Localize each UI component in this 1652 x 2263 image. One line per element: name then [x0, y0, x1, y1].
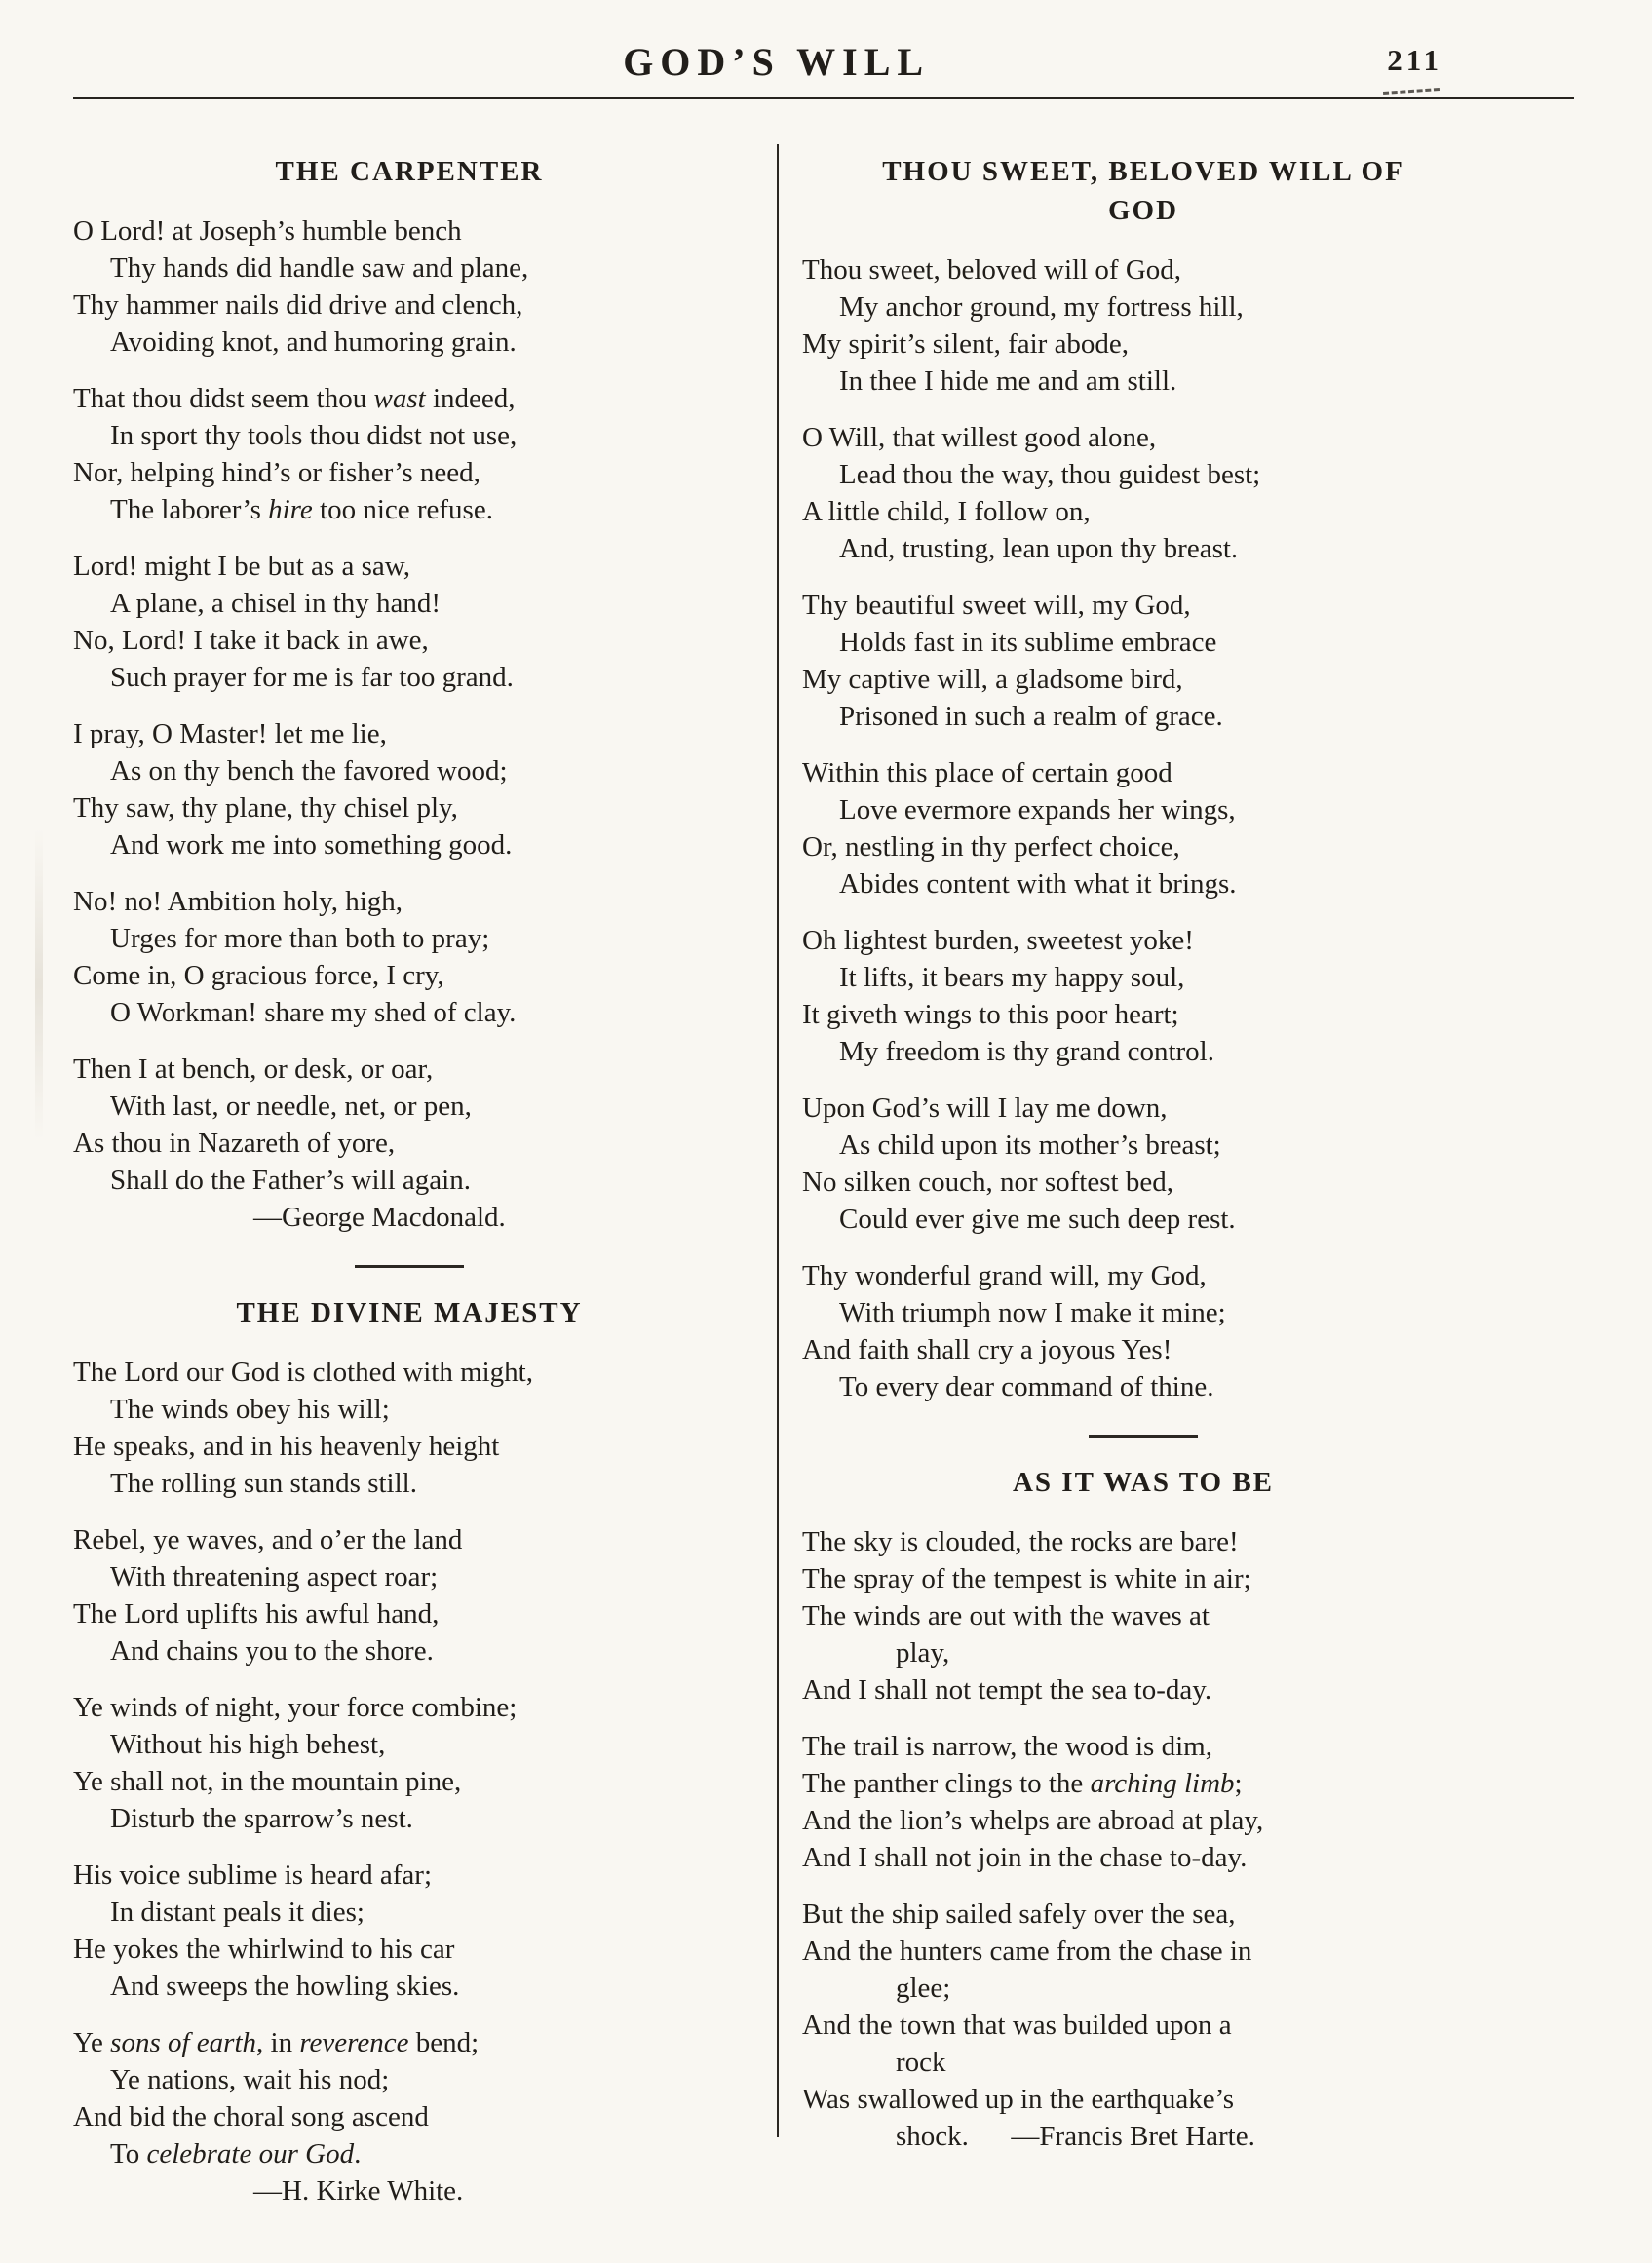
poem-line: The laborer’s hire too nice refuse.	[110, 494, 493, 525]
poem-line: Prisoned in such a realm of grace.	[839, 701, 1223, 732]
poem-title: THOU SWEET, BELOVED WILL OF GOD	[882, 156, 1404, 226]
poem-line: No, Lord! I take it back in awe,	[73, 625, 429, 656]
stanza	[73, 883, 746, 1031]
poem-line: Urges for more than both to pray;	[110, 923, 490, 954]
poem-line: I pray, O Master! let me lie,	[73, 718, 387, 749]
stanza	[73, 2024, 746, 2209]
stanza	[73, 212, 746, 361]
poem-line: Ye shall not, in the mountain pine,	[73, 1766, 462, 1797]
poem-line: That thou didst seem thou wast indeed,	[73, 383, 516, 414]
poem-line: In thee I hide me and am still.	[839, 365, 1177, 397]
stanza	[802, 1896, 1484, 2155]
poem-line: A plane, a chisel in thy hand!	[110, 588, 442, 619]
poem-attribution: —George Macdonald.	[253, 1202, 506, 1233]
poem-line: Holds fast in its sublime embrace	[839, 627, 1217, 658]
poem-line: O Will, that willest good alone,	[802, 422, 1157, 453]
poem-line: Without his high behest,	[110, 1729, 386, 1760]
poem-line: My spirit’s silent, fair abode,	[802, 328, 1130, 360]
stanza	[73, 1857, 746, 2005]
poem-title: AS IT WAS TO BE	[1012, 1467, 1275, 1498]
poem-line: The Lord our God is clothed with might,	[73, 1357, 533, 1388]
poem-line: Such prayer for me is far too grand.	[110, 662, 514, 693]
stanza	[802, 419, 1484, 567]
poem-line: And, trusting, lean upon thy breast.	[839, 533, 1239, 564]
poem-line: And faith shall cry a joyous Yes!	[802, 1334, 1172, 1365]
poem-line: As child upon its mother’s breast;	[839, 1130, 1221, 1161]
poem-line: Shall do the Father’s will again.	[110, 1165, 471, 1196]
poem-line: Ye winds of night, your force combine;	[73, 1692, 518, 1723]
poem-line: O Lord! at Joseph’s humble bench	[73, 215, 462, 247]
poem-title: THE DIVINE MAJESTY	[236, 1297, 583, 1328]
scan-artifact	[35, 828, 43, 1140]
poem-line: The winds are out with the waves at	[802, 1600, 1210, 1631]
poem-line: A little child, I follow on,	[802, 496, 1091, 527]
poem-line: Nor, helping hind’s or fisher’s need,	[73, 457, 480, 488]
poem-line: He speaks, and in his heavenly height	[73, 1431, 500, 1462]
poem-line: Come in, O gracious force, I cry,	[73, 960, 444, 991]
poem-line: Lead thou the way, thou guidest best;	[839, 459, 1261, 490]
poem-line: Ye nations, wait his nod;	[110, 2064, 390, 2095]
stanza	[802, 587, 1484, 735]
section-divider-rule	[355, 1265, 464, 1268]
poem-line: In distant peals it dies;	[110, 1897, 365, 1928]
poem-line: And the hunters came from the chase in	[802, 1936, 1252, 1967]
page-number: 211	[1387, 43, 1442, 77]
poem	[802, 1463, 1484, 2155]
poem-line: The spray of the tempest is white in air;	[802, 1563, 1251, 1594]
poem-line: The panther clings to the arching limb;	[802, 1768, 1243, 1799]
poem-line: Thy hammer nails did drive and clench,	[73, 289, 523, 321]
poem-line: Lord! might I be but as a saw,	[73, 551, 411, 582]
poem-line: Thy beautiful sweet will, my God,	[802, 590, 1191, 621]
poem-line: With last, or needle, net, or pen,	[110, 1091, 472, 1122]
poem-line: Thou sweet, beloved will of God,	[802, 254, 1182, 286]
stanza	[802, 922, 1484, 1070]
poem	[73, 1293, 746, 2209]
poem-line: My captive will, a gladsome bird,	[802, 664, 1183, 695]
poem-line: shock. —Francis Bret Harte.	[896, 2121, 1255, 2152]
stanza	[802, 754, 1484, 902]
poem-line: Upon God’s will I lay me down,	[802, 1093, 1168, 1124]
stanza	[802, 1728, 1484, 1876]
stanza	[73, 1051, 746, 1236]
header-rule	[73, 97, 1574, 99]
poem-line: To every dear command of thine.	[839, 1371, 1214, 1402]
poem-line: play,	[896, 1637, 950, 1668]
stanza	[73, 715, 746, 863]
left-column	[73, 136, 746, 2229]
poem-line: Disturb the sparrow’s nest.	[110, 1803, 413, 1834]
stanza	[802, 1090, 1484, 1238]
stanza	[73, 1354, 746, 1502]
poem-line: rock	[896, 2047, 946, 2078]
poem-line: And sweeps the howling skies.	[110, 1971, 460, 2002]
poem	[73, 152, 746, 1236]
poem-line: It lifts, it bears my happy soul,	[839, 962, 1185, 993]
poem-line: Or, nestling in thy perfect choice,	[802, 831, 1180, 863]
poem-line: As on thy bench the favored wood;	[110, 755, 508, 786]
poem-line: Oh lightest burden, sweetest yoke!	[802, 925, 1194, 956]
stanza	[802, 251, 1484, 400]
poem-line: Rebel, ye waves, and o’er the land	[73, 1524, 463, 1555]
section-divider-rule	[1089, 1435, 1198, 1438]
text-columns	[73, 136, 1574, 2242]
column-divider-rule	[777, 144, 779, 2137]
poem-line: Could ever give me such deep rest.	[839, 1204, 1236, 1235]
poem-line: No silken couch, nor softest bed,	[802, 1167, 1173, 1198]
poem-line: Thy hands did handle saw and plane,	[110, 252, 529, 284]
stanza	[802, 1523, 1484, 1708]
poem-attribution: —H. Kirke White.	[253, 2175, 464, 2206]
poem-line: glee;	[896, 1973, 951, 2004]
poem-line: Ye sons of earth, in reverence bend;	[73, 2027, 480, 2058]
poem-line: And I shall not join in the chase to-day.	[802, 1842, 1248, 1873]
stanza	[73, 1521, 746, 1669]
poem-line: The trail is narrow, the wood is dim,	[802, 1731, 1212, 1762]
poem-line: Thy saw, thy plane, thy chisel ply,	[73, 792, 458, 824]
page-number-underline	[1383, 88, 1440, 95]
poem-line: But the ship sailed safely over the sea,	[802, 1899, 1236, 1930]
poem-line: His voice sublime is heard afar;	[73, 1860, 433, 1891]
poem-line: To celebrate our God.	[110, 2138, 362, 2169]
poem-line: And I shall not tempt the sea to-day.	[802, 1674, 1212, 1706]
poem-line: My anchor ground, my fortress hill,	[839, 291, 1244, 323]
poem-line: No! no! Ambition holy, high,	[73, 886, 403, 917]
poem-line: The sky is clouded, the rocks are bare!	[802, 1526, 1239, 1557]
stanza	[73, 548, 746, 696]
poem-line: O Workman! share my shed of clay.	[110, 997, 517, 1028]
poem-line: My freedom is thy grand control.	[839, 1036, 1214, 1067]
poem-line: He yokes the whirlwind to his car	[73, 1934, 455, 1965]
poem-line: And the town that was builded upon a	[802, 2010, 1232, 2041]
poem-line: Avoiding knot, and humoring grain.	[110, 326, 517, 358]
poem-title: THE CARPENTER	[275, 156, 544, 187]
poem-line: Thy wonderful grand will, my God,	[802, 1260, 1207, 1291]
poem-line: Abides content with what it brings.	[839, 868, 1237, 900]
poem-line: It giveth wings to this poor heart;	[802, 999, 1179, 1030]
stanza	[73, 380, 746, 528]
poem-line: As thou in Nazareth of yore,	[73, 1128, 396, 1159]
poem	[802, 152, 1484, 1405]
poem-line: And chains you to the shore.	[110, 1635, 434, 1667]
running-header: GOD’S WILL	[623, 40, 931, 84]
poem-line: And bid the choral song ascend	[73, 2101, 429, 2132]
poem-line: Within this place of certain good	[802, 757, 1172, 788]
stanza	[802, 1257, 1484, 1405]
poem-line: Love evermore expands her wings,	[839, 794, 1236, 825]
poem-line: And work me into something good.	[110, 829, 513, 861]
poem-line: In sport thy tools thou didst not use,	[110, 420, 518, 451]
poem-line: Then I at bench, or desk, or oar,	[73, 1054, 434, 1085]
right-column	[802, 136, 1484, 2174]
poem-line: The winds obey his will;	[110, 1394, 390, 1425]
poem-line: With threatening aspect roar;	[110, 1561, 439, 1592]
poem-line: With triumph now I make it mine;	[839, 1297, 1226, 1328]
poem-line: And the lion’s whelps are abroad at play,	[802, 1805, 1264, 1836]
poem-line: The rolling sun stands still.	[110, 1468, 417, 1499]
poem-line: Was swallowed up in the earthquake’s	[802, 2084, 1235, 2115]
poem-line: The Lord uplifts his awful hand,	[73, 1598, 440, 1630]
stanza	[73, 1689, 746, 1837]
